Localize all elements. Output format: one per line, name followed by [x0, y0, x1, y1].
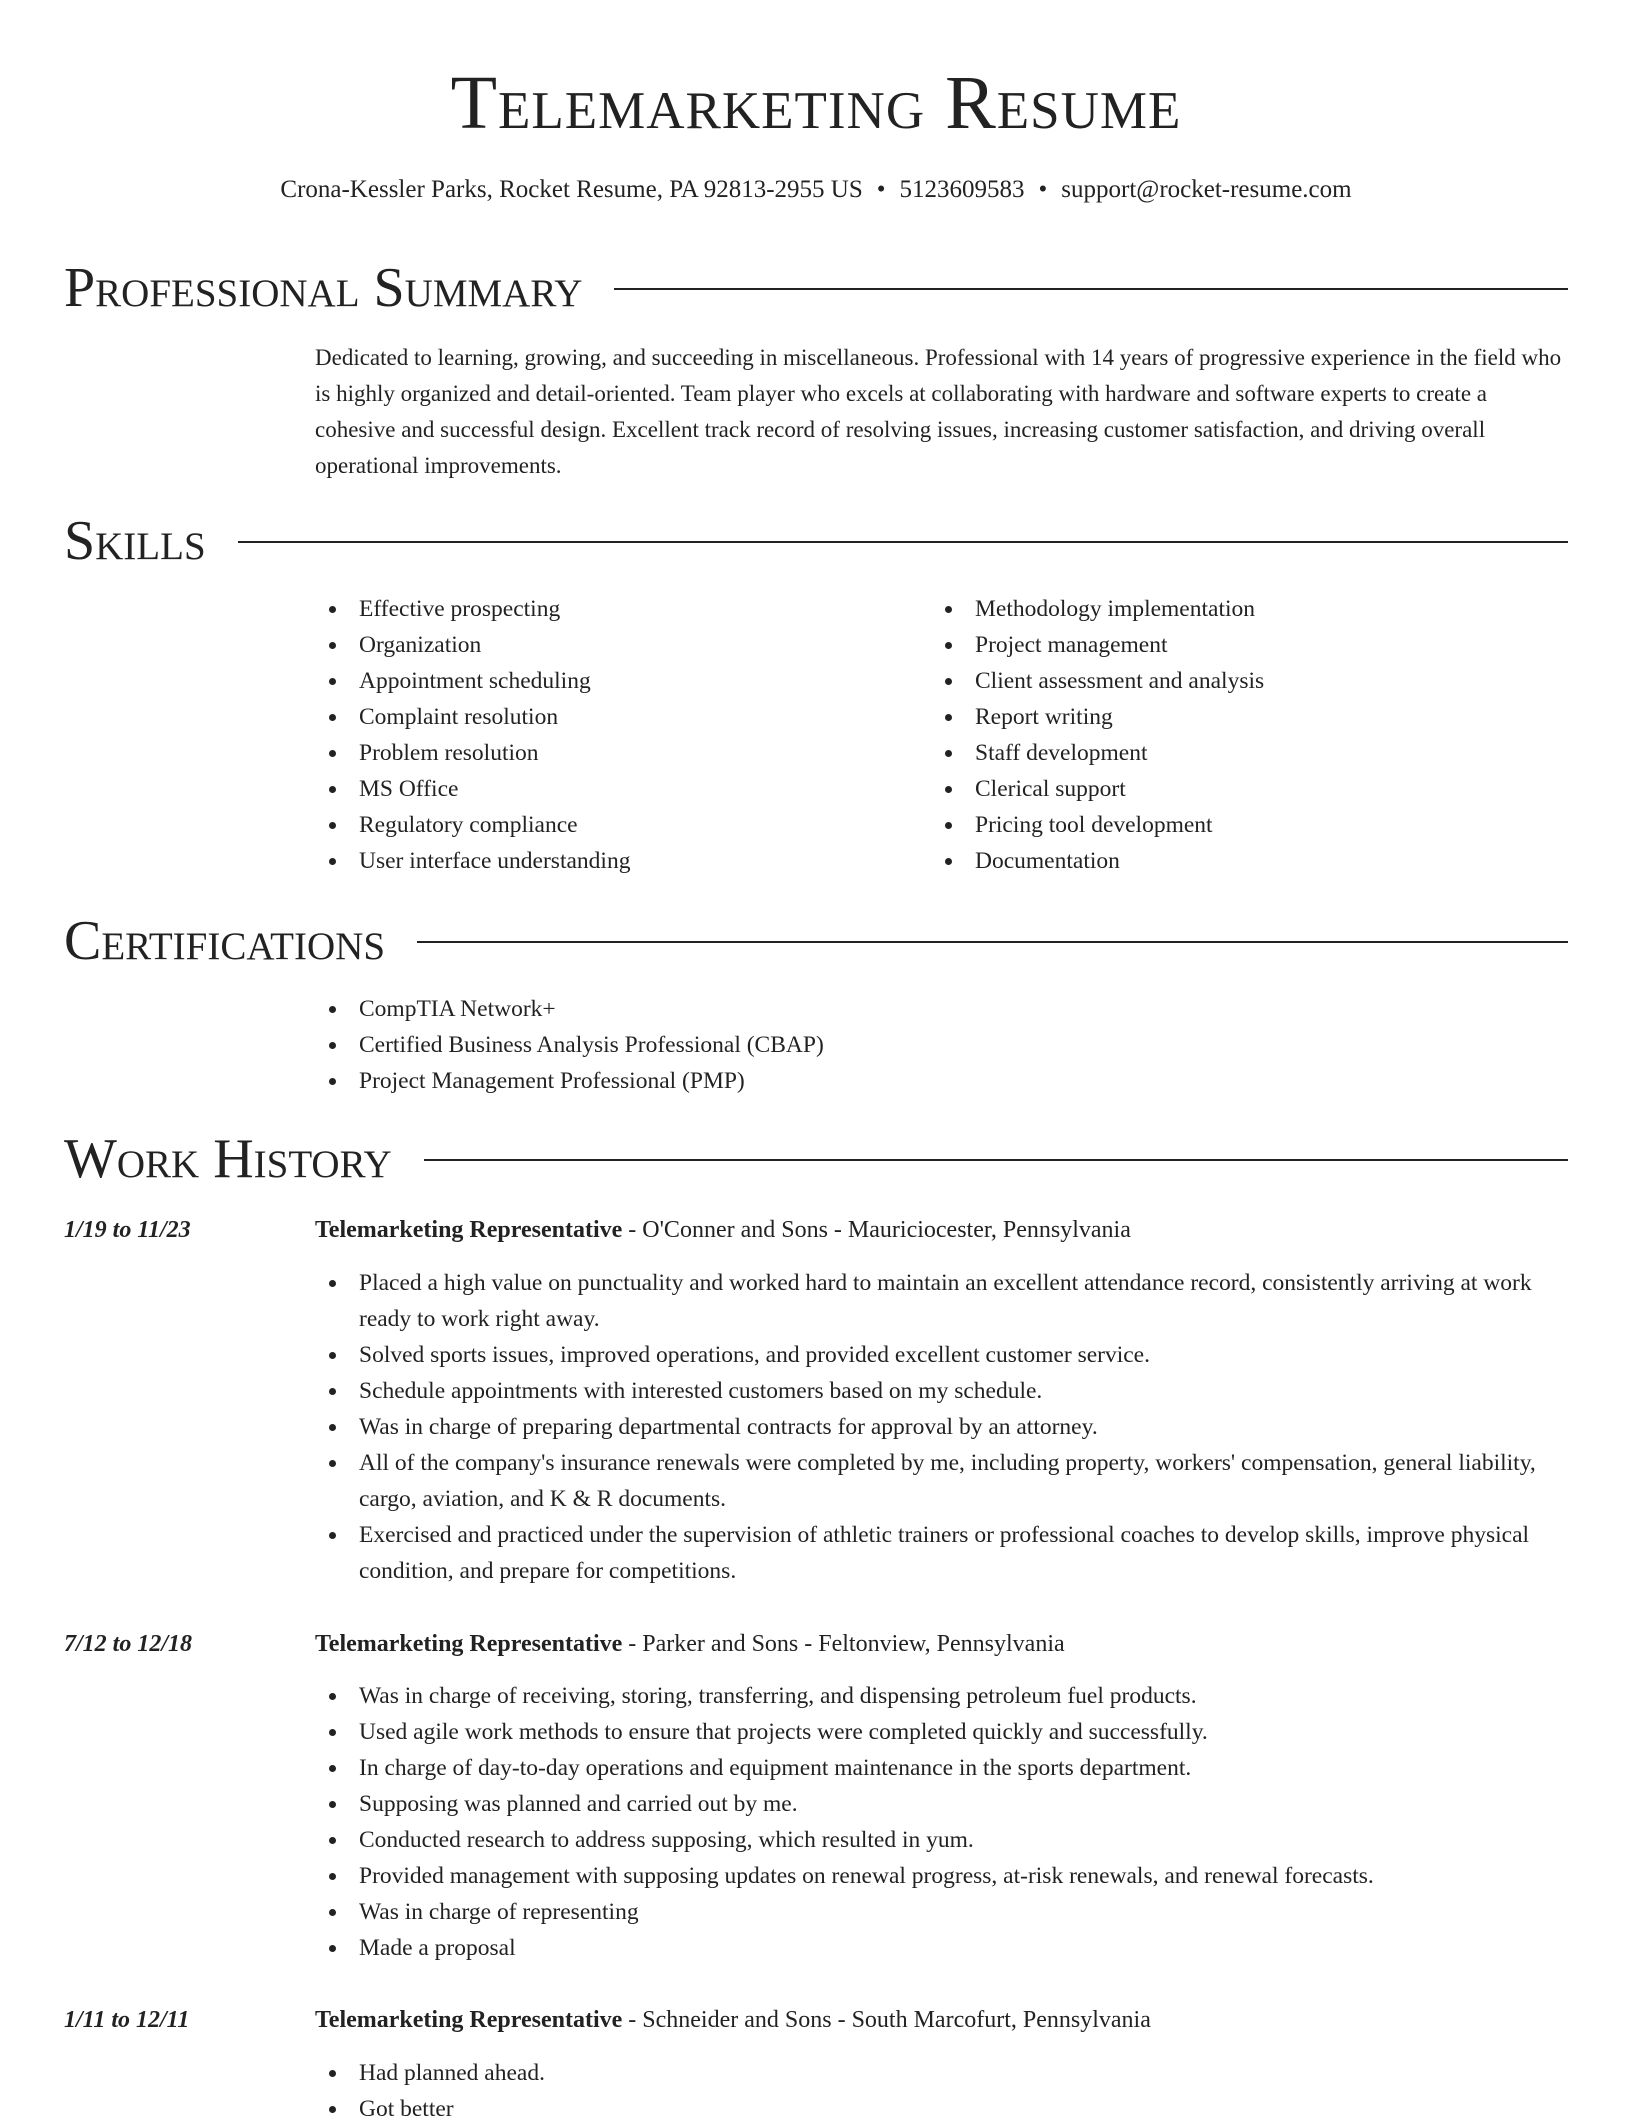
contact-address: Crona-Kessler Parks, Rocket Resume, PA 92813-2955 US — [280, 176, 863, 203]
job-bullets — [315, 1265, 1570, 1589]
job-bullet: Conducted research to address supposing, which resulted in yum. — [315, 1822, 1570, 1858]
job-bullet: Schedule appointments with interested customers based on my schedule. — [315, 1373, 1570, 1409]
section-title-summary: Professional Summary — [64, 257, 583, 319]
job-bullet: In charge of day-to-day operations and equipment maintenance in the sports department. — [315, 1750, 1570, 1786]
section-header-summary — [64, 255, 1568, 321]
skills-list-right — [931, 591, 1551, 879]
skill-item: Complaint resolution — [315, 699, 875, 735]
job-bullet: Had planned ahead. — [315, 2055, 1570, 2091]
job-bullet: Exercised and practiced under the supervision of athletic trainers or professional coaches to develop skills, improve physical condition, and prepare for competitions. — [315, 1517, 1570, 1589]
certifications-list — [315, 991, 1515, 1099]
certification-item: Certified Business Analysis Professional (CBAP) — [315, 1027, 1515, 1063]
skill-item: User interface understanding — [315, 843, 875, 879]
job-bullet: Got better — [315, 2091, 1570, 2127]
section-title-skills: Skills — [64, 510, 206, 572]
section-divider — [614, 288, 1568, 290]
job-dates: 7/12 to 12/18 — [64, 1631, 193, 1657]
section-header-skills — [64, 508, 1568, 574]
job-bullet: Made a proposal — [315, 1930, 1570, 1966]
job-dates: 1/11 to 12/11 — [64, 2007, 190, 2033]
section-title-certifications: Certifications — [64, 910, 386, 972]
job-bullet: Was in charge of receiving, storing, transferring, and dispensing petroleum fuel products. — [315, 1678, 1570, 1714]
section-divider — [238, 541, 1568, 543]
job-dates: 1/19 to 11/23 — [64, 1217, 191, 1243]
job-bullets — [315, 1678, 1570, 1966]
skill-item: Staff development — [931, 735, 1551, 771]
section-divider — [424, 1159, 1568, 1161]
skill-item: Organization — [315, 627, 875, 663]
job-heading — [315, 2002, 1565, 2038]
skill-item: Methodology implementation — [931, 591, 1551, 627]
job-bullet: Used agile work methods to ensure that projects were completed quickly and successfully. — [315, 1714, 1570, 1750]
section-title-work-history: Work History — [64, 1128, 392, 1190]
job-employer: - O'Conner and Sons - Mauriciocester, Pennsylvania — [622, 1217, 1131, 1243]
skill-item: Regulatory compliance — [315, 807, 875, 843]
resume-title: Telemarketing Resume — [450, 61, 1182, 145]
skill-item: Project management — [931, 627, 1551, 663]
job-heading — [315, 1212, 1565, 1248]
job-bullet: Was in charge of preparing departmental contracts for approval by an attorney. — [315, 1409, 1570, 1445]
skill-item: MS Office — [315, 771, 875, 807]
section-header-certifications — [64, 908, 1568, 974]
certification-item: CompTIA Network+ — [315, 991, 1515, 1027]
certification-item: Project Management Professional (PMP) — [315, 1063, 1515, 1099]
job-title: Telemarketing Representative — [315, 2007, 623, 2033]
job-title: Telemarketing Representative — [315, 1631, 623, 1657]
skill-item: Client assessment and analysis — [931, 663, 1551, 699]
job-bullet: Supposing was planned and carried out by me. — [315, 1786, 1570, 1822]
job-bullet: All of the company's insurance renewals were completed by me, including property, workers' compensation, general liability, cargo, aviation, and K & R documents. — [315, 1445, 1570, 1517]
skill-item: Pricing tool development — [931, 807, 1551, 843]
contact-phone: 5123609583 — [899, 176, 1025, 203]
skill-item: Report writing — [931, 699, 1551, 735]
section-divider — [417, 941, 1568, 943]
job-bullet: Solved sports issues, improved operations, and provided excellent customer service. — [315, 1337, 1570, 1373]
skill-item: Clerical support — [931, 771, 1551, 807]
job-bullet: Was in charge of representing — [315, 1894, 1570, 1930]
skill-item: Documentation — [931, 843, 1551, 879]
job-bullet: Provided management with supposing updates on renewal progress, at-risk renewals, and renewal forecasts. — [315, 1858, 1570, 1894]
contact-separator: • — [1038, 176, 1048, 203]
job-heading — [315, 1626, 1565, 1662]
contact-email: support@rocket-resume.com — [1061, 176, 1352, 203]
summary-paragraph: Dedicated to learning, growing, and succeeding in miscellaneous. Professional with 14 years of progressive experience in the field who is highly organized and detail-oriented. Team player who excels at collaborating with hardware and software experts to create a cohesive and successful design. Excellent track record of resolving issues, increasing customer satisfaction, and driving overall operational improvements. — [315, 345, 1562, 478]
contact-line — [0, 173, 1632, 207]
section-header-work-history — [64, 1126, 1568, 1192]
job-bullet: Placed a high value on punctuality and worked hard to maintain an excellent attendance record, consistently arriving at work ready to work right away. — [315, 1265, 1570, 1337]
skills-list-left — [315, 591, 875, 879]
skill-item: Effective prospecting — [315, 591, 875, 627]
skill-item: Appointment scheduling — [315, 663, 875, 699]
job-employer: - Schneider and Sons - South Marcofurt, Pennsylvania — [622, 2007, 1151, 2033]
job-title: Telemarketing Representative — [315, 1217, 623, 1243]
contact-separator: • — [876, 176, 886, 203]
job-employer: - Parker and Sons - Feltonview, Pennsylvania — [622, 1631, 1065, 1657]
job-bullets — [315, 2055, 1570, 2127]
skill-item: Problem resolution — [315, 735, 875, 771]
